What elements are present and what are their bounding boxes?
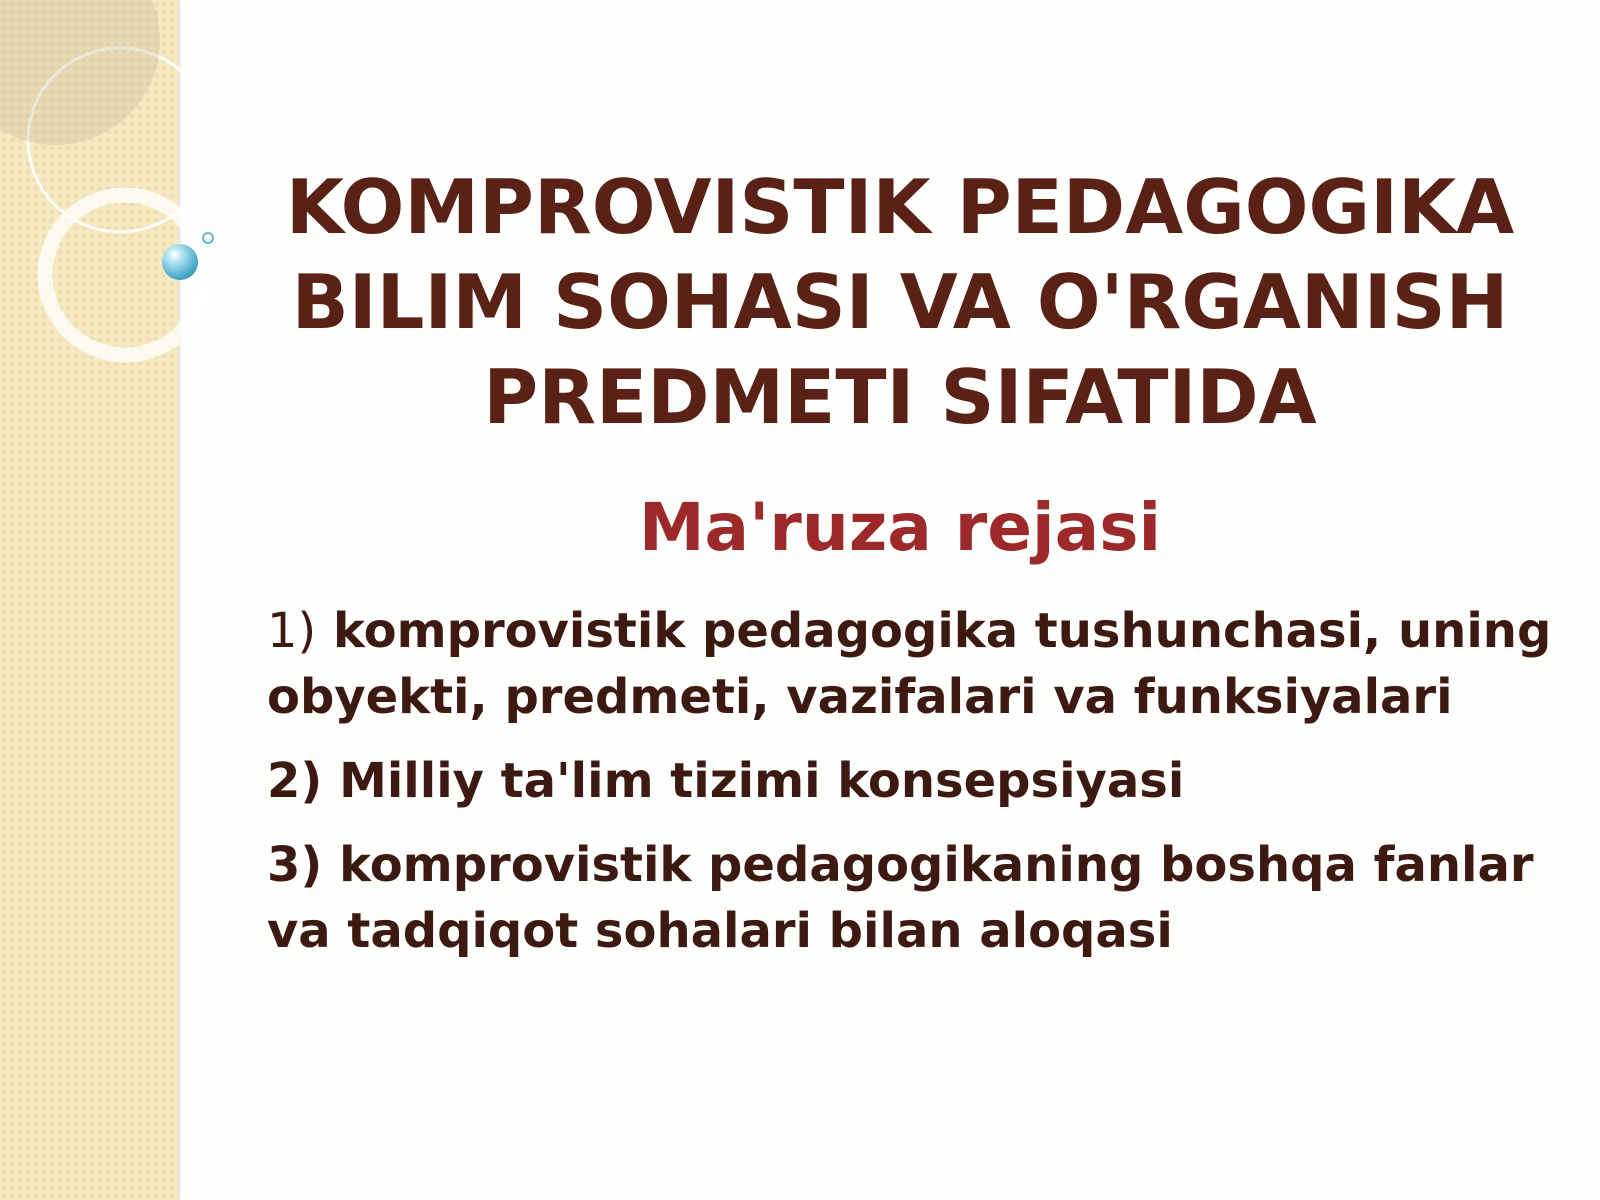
lecture-plan-list bbox=[267, 598, 1557, 982]
list-item-number: 2) bbox=[267, 753, 323, 809]
list-item-text: komprovistik pedagogika tushunchasi, uning obyekti, predmeti, vazifalari va funksiyalari bbox=[267, 603, 1552, 725]
list-item bbox=[267, 832, 1557, 964]
shaded-disc bbox=[0, 0, 160, 145]
decorative-circles bbox=[0, 0, 230, 400]
list-item-number: 1) bbox=[267, 603, 317, 659]
list-item-text: komprovistik pedagogikaning boshqa fanlar va tadqiqot sohalari bilan aloqasi bbox=[267, 837, 1534, 959]
list-item-number: 3) bbox=[267, 837, 323, 893]
list-item-text: Milliy ta'lim tizimi konsepsiyasi bbox=[339, 753, 1185, 809]
slide-title: KOMPROVISTIK PEDAGOGIKA BILIM SOHASI VA O'RGANISH PREDMETI SIFATIDA bbox=[285, 163, 1515, 441]
small-ring-icon bbox=[203, 233, 213, 243]
list-item bbox=[267, 748, 1557, 814]
list-item bbox=[267, 598, 1557, 730]
slide-subtitle: Ma'ruza rejasi bbox=[638, 489, 1162, 566]
blue-bubble-icon bbox=[162, 244, 198, 280]
